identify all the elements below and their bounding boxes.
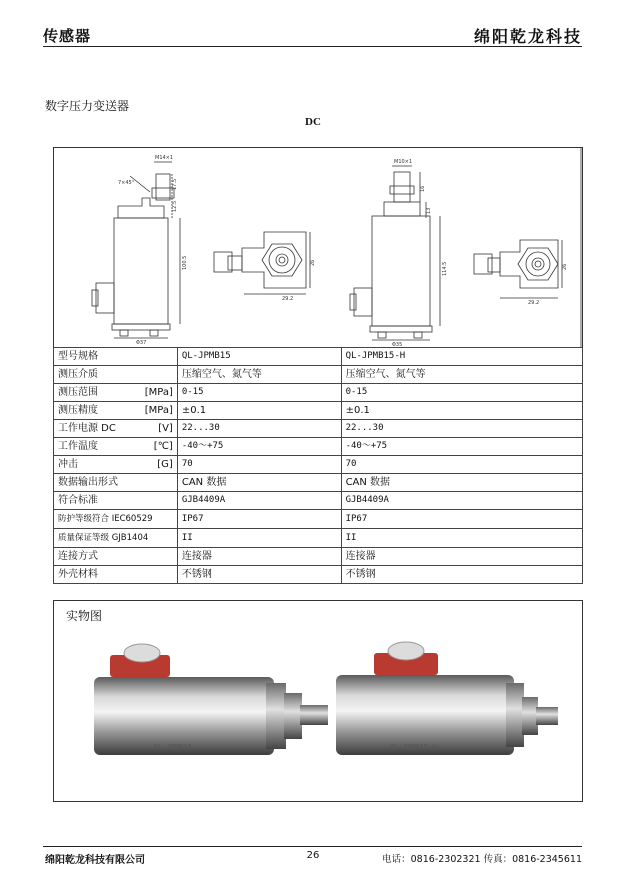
spec-value-model-a: 压缩空气、氮气等 xyxy=(177,366,341,384)
left-dim-angle: 7×45° xyxy=(118,180,135,186)
spec-row xyxy=(54,548,583,566)
spec-unit: [℃] xyxy=(153,441,173,452)
technical-drawings xyxy=(54,148,582,348)
spec-unit: [MPa] xyxy=(144,387,173,398)
left-dim-side: 26 xyxy=(310,259,316,266)
spec-value-model-b: 压缩空气、氮气等 xyxy=(341,366,582,384)
spec-label: 工作温度 xyxy=(58,441,98,452)
spec-value-model-a: GJB4409A xyxy=(177,492,341,510)
footer-company: 绵阳乾龙科技有限公司 xyxy=(45,855,145,866)
spec-label-cell xyxy=(54,529,178,548)
spec-value-model-b: QL-JPMB15-H xyxy=(341,348,582,366)
right-dim-top: M10×1 xyxy=(394,159,413,165)
spec-row xyxy=(54,420,583,438)
spec-value-model-a: II xyxy=(177,529,341,548)
spec-value-model-b: 22...30 xyxy=(341,420,582,438)
sensor-photo-left xyxy=(94,644,328,755)
sensor-photo-right xyxy=(336,642,558,755)
spec-value-model-a: ±0.1 xyxy=(177,402,341,420)
spec-label-cell xyxy=(54,366,178,384)
left-dim-1: 17.5 xyxy=(172,178,178,190)
spec-value-model-a: 22...30 xyxy=(177,420,341,438)
header-category: 传感器 xyxy=(43,27,92,45)
footer-divider xyxy=(43,846,582,847)
page-number: 26 xyxy=(306,850,320,861)
spec-row xyxy=(54,510,583,529)
spec-row xyxy=(54,566,583,584)
spec-label: 连接方式 xyxy=(58,551,98,562)
spec-value-model-b: 70 xyxy=(341,456,582,474)
spec-value-model-a: -40～+75 xyxy=(177,438,341,456)
spec-value-model-b: II xyxy=(341,529,582,548)
right-dim-height: 114.5 xyxy=(442,261,448,276)
sub-title: DC xyxy=(305,116,321,128)
spec-label-cell xyxy=(54,474,178,492)
spec-block xyxy=(53,147,583,583)
spec-value-model-b: IP67 xyxy=(341,510,582,529)
spec-label: 冲击 xyxy=(58,459,78,470)
left-dim-height: 100.5 xyxy=(182,255,188,270)
spec-value-model-b: 不锈钢 xyxy=(341,566,582,584)
spec-value-model-a: 0-15 xyxy=(177,384,341,402)
spec-label-cell xyxy=(54,384,178,402)
spec-row xyxy=(54,456,583,474)
spec-label: 防护等级符合 IEC60529 xyxy=(58,514,153,524)
spec-value-model-a: QL-JPMB15 xyxy=(177,348,341,366)
spec-unit: [V] xyxy=(158,423,173,434)
technical-drawing-panel xyxy=(53,147,583,348)
spec-value-model-a: 连接器 xyxy=(177,548,341,566)
spec-row xyxy=(54,438,583,456)
spec-label-cell xyxy=(54,510,178,529)
section-title: 数字压力变送器 xyxy=(45,99,130,113)
spec-label: 符合标准 xyxy=(58,495,98,506)
spec-row xyxy=(54,348,583,366)
left-dim-top: M14×1 xyxy=(155,155,174,161)
spec-value-model-b: -40～+75 xyxy=(341,438,582,456)
spec-label: 测压范围 xyxy=(58,387,98,398)
right-side-view xyxy=(350,166,440,340)
right-engraving: QL-JPMB15-H xyxy=(390,743,437,751)
photo-title: 实物图 xyxy=(66,609,103,623)
spec-row xyxy=(54,529,583,548)
right-end-view xyxy=(474,240,562,298)
spec-label: 质量保证等级 GJB1404 xyxy=(58,533,149,543)
spec-label: 测压精度 xyxy=(58,405,98,416)
spec-row xyxy=(54,366,583,384)
left-end-view xyxy=(214,232,310,294)
spec-value-model-a: CAN 数据 xyxy=(177,474,341,492)
left-dim-width: 29.2 xyxy=(282,296,294,302)
spec-value-model-b: 0-15 xyxy=(341,384,582,402)
spec-value-model-a: IP67 xyxy=(177,510,341,529)
header-company: 绵阳乾龙科技 xyxy=(473,27,582,46)
product-photo-panel xyxy=(53,600,583,802)
spec-label-cell xyxy=(54,438,178,456)
product-photos xyxy=(54,601,582,801)
spec-label: 测压介质 xyxy=(58,369,98,380)
spec-label: 工作电源 DC xyxy=(58,423,116,434)
spec-label-cell xyxy=(54,548,178,566)
spec-value-model-b: GJB4409A xyxy=(341,492,582,510)
right-dim-width: 29.2 xyxy=(528,300,540,306)
left-dim-dia: Φ37 xyxy=(136,340,147,346)
spec-label: 数据输出形式 xyxy=(58,477,118,488)
spec-label-cell xyxy=(54,402,178,420)
spec-label-cell xyxy=(54,492,178,510)
right-dim-2: 13 xyxy=(426,207,432,214)
spec-label-cell xyxy=(54,348,178,366)
spec-label: 外壳材料 xyxy=(58,569,98,580)
right-dim-1: 16 xyxy=(420,185,426,192)
spec-value-model-b: ±0.1 xyxy=(341,402,582,420)
left-engraving: QL-JPMB15 xyxy=(154,743,192,751)
footer-contact: 电话：0816-2302321 传真：0816-2345611 xyxy=(382,854,582,865)
spec-unit: [G] xyxy=(157,459,173,470)
spec-value-model-b: 连接器 xyxy=(341,548,582,566)
spec-table xyxy=(53,347,583,584)
spec-row xyxy=(54,492,583,510)
spec-row xyxy=(54,384,583,402)
right-dim-side: 26 xyxy=(562,263,568,270)
right-dim-dia: Φ35 xyxy=(392,342,403,348)
left-dim-2: 12.5 xyxy=(172,200,178,212)
spec-value-model-a: 不锈钢 xyxy=(177,566,341,584)
spec-row xyxy=(54,474,583,492)
spec-label-cell xyxy=(54,566,178,584)
spec-value-model-a: 70 xyxy=(177,456,341,474)
spec-label: 型号规格 xyxy=(58,351,98,362)
spec-label-cell xyxy=(54,420,178,438)
header-divider xyxy=(43,46,582,47)
left-side-view xyxy=(92,162,180,338)
spec-value-model-b: CAN 数据 xyxy=(341,474,582,492)
spec-label-cell xyxy=(54,456,178,474)
spec-unit: [MPa] xyxy=(144,405,173,416)
spec-row xyxy=(54,402,583,420)
